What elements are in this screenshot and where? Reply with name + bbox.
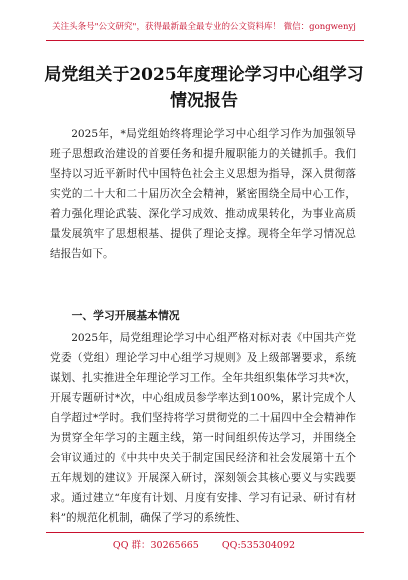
document-title: 局党组关于2025年度理论学习中心组学习情况报告 <box>44 65 364 111</box>
intro-paragraph: 2025年，*局党组始终将理论学习中心组学习作为加强领导班子思想政治建设的首要任务和提升履职能力的关键抓手。我们坚持以习近平新时代中国特色社会主义思想为指导，深入贯彻落实党的二十大和二十届历次全会精神，紧密围绕全局中心工作，着力强化理论武装、深化学习成效、推动成果转化，为事业高质量发展筑牢了思想根基、提供了理论支撑。现将全年学习情况总结报告如下。 <box>50 128 356 260</box>
section-heading: 一、学习开展基本情况 <box>71 309 180 322</box>
header-banner: 关注头条号"公文研究"，获得最新最全最专业的公文资料库！ 微信：gongwenyj <box>52 22 356 32</box>
section-paragraph: 2025年，局党组理论学习中心组严格对标对表《中国共产党党委（党组）理论学习中心组学习规则》及上级部署要求，系统谋划、扎实推进全年理论学习工作。全年共组织集体学习共*次，开展专题研讨*次，中心组成员参学率达到100%，累计完成个人自学超过*学时。我们坚持将学习贯彻党的二十届四中全会精神作为贯穿全年学习的主题主线，第一时间组织传达学习，并围绕全会审议通过的《中共中央关于制定国民经济和社会发展第十五个五年规划的建议》开展深入研讨，深刻领会其核心要义与实践要求。通过建立“年度有计划、月度有安排、学习有记录、研讨有材料”的规范化机制，确保了学习的系统性、 <box>50 332 356 524</box>
header-divider <box>46 40 364 41</box>
footer-divider <box>46 532 364 533</box>
footer-qq-group: QQ 群：30265665 <box>112 540 199 551</box>
footer-contacts <box>0 537 408 551</box>
footer-qq-id: QQ:535304092 <box>221 540 296 551</box>
